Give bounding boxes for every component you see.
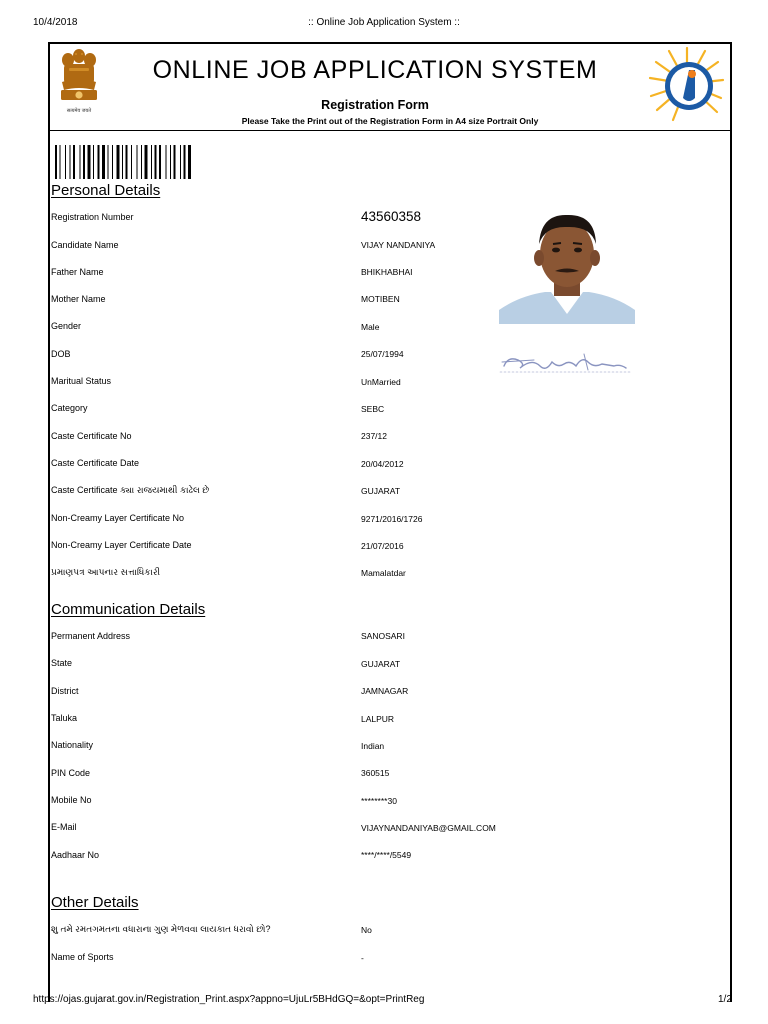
print-instruction: Please Take the Print out of the Registration Form in A4 size Portrait Only [241,116,539,126]
candidate-signature [498,350,636,378]
form-subtitle: Registration Form [321,98,429,112]
emblem-caption: सत्यमेव जयते [66,108,92,114]
field-value: UnMarried [361,377,401,387]
field-value: ********30 [361,796,397,806]
field-label: Taluka [51,713,78,723]
field-label: State [51,658,73,668]
field-label: Registration Number [51,212,134,222]
field-label: Name of Sports [51,952,114,962]
field-value: JAMNAGAR [361,686,409,696]
field-value: GUJARAT [361,486,401,496]
field-label: Gender [51,321,82,331]
field-label: Caste Certificate Date [51,458,140,468]
field-label: Candidate Name [51,240,119,250]
field-label: DOB [51,349,71,359]
field-value: 21/07/2016 [361,541,404,551]
field-value: 237/12 [361,431,387,441]
field-label: શુ તમે રમતગમતના વધારાના ગુણ મેળવવા લાયકાત ધરાવો છો? [51,924,271,934]
field-value: - [361,953,364,963]
section-title-communication: Communication Details [51,601,206,618]
field-value: LALPUR [361,714,395,724]
field-value: VIJAY NANDANIYA [361,240,436,250]
field-value: 20/04/2012 [361,459,404,469]
field-value: MOTIBEN [361,294,400,304]
print-page-title: :: Online Job Application System :: [308,17,460,28]
field-label: Nationality [51,740,94,750]
field-label: Caste Certificate No [51,431,132,441]
field-value: No [361,925,372,935]
field-label: પ્રમાણપત્ર આપનાર સત્તાધિકારી [51,567,161,577]
page-number: 1/2 [718,994,732,1005]
barcode-icon [55,145,251,179]
field-label: Non-Creamy Layer Certificate No [51,513,185,523]
field-value: SANOSARI [361,631,405,641]
field-label: District [51,686,79,696]
section-title-personal: Personal Details [51,182,161,199]
field-label: Maritual Status [51,376,112,386]
field-label: Mother Name [51,294,106,304]
field-label: Aadhaar No [51,850,100,860]
header-divider [48,130,732,131]
field-label: Mobile No [51,795,92,805]
field-label: Father Name [51,267,104,277]
field-label: E-Mail [51,822,77,832]
field-label: Permanent Address [51,631,131,641]
field-label: Caste Certificate ક્યા રાજયમાથી કાઢેલ છે [51,485,210,495]
field-label: Category [51,403,88,413]
field-value: VIJAYNANDANIYAB@GMAIL.COM [361,823,496,833]
field-value: GUJARAT [361,659,401,669]
field-value: 360515 [361,768,390,778]
print-url: https://ojas.gujarat.gov.in/Registration_Print.aspx?appno=UjuLr5BHdGQ=&opt=PrintReg [33,994,425,1005]
field-value: 9271/2016/1726 [361,514,423,524]
print-date: 10/4/2018 [33,17,78,28]
field-value: Male [361,322,380,332]
ojas-sun-logo-icon [645,44,725,124]
field-value: ****/****/5549 [361,850,412,860]
field-value: SEBC [361,404,385,414]
field-value: Mamalatdar [361,568,406,578]
field-label: Non-Creamy Layer Certificate Date [51,540,192,550]
field-value: 25/07/1994 [361,349,404,359]
field-value: BHIKHABHAI [361,267,413,277]
field-value: Indian [361,741,385,751]
registration-number: 43560358 [361,209,422,224]
section-title-other: Other Details [51,894,139,911]
page-title: ONLINE JOB APPLICATION SYSTEM [152,56,598,84]
field-label: PIN Code [51,768,91,778]
candidate-photo [499,210,635,324]
